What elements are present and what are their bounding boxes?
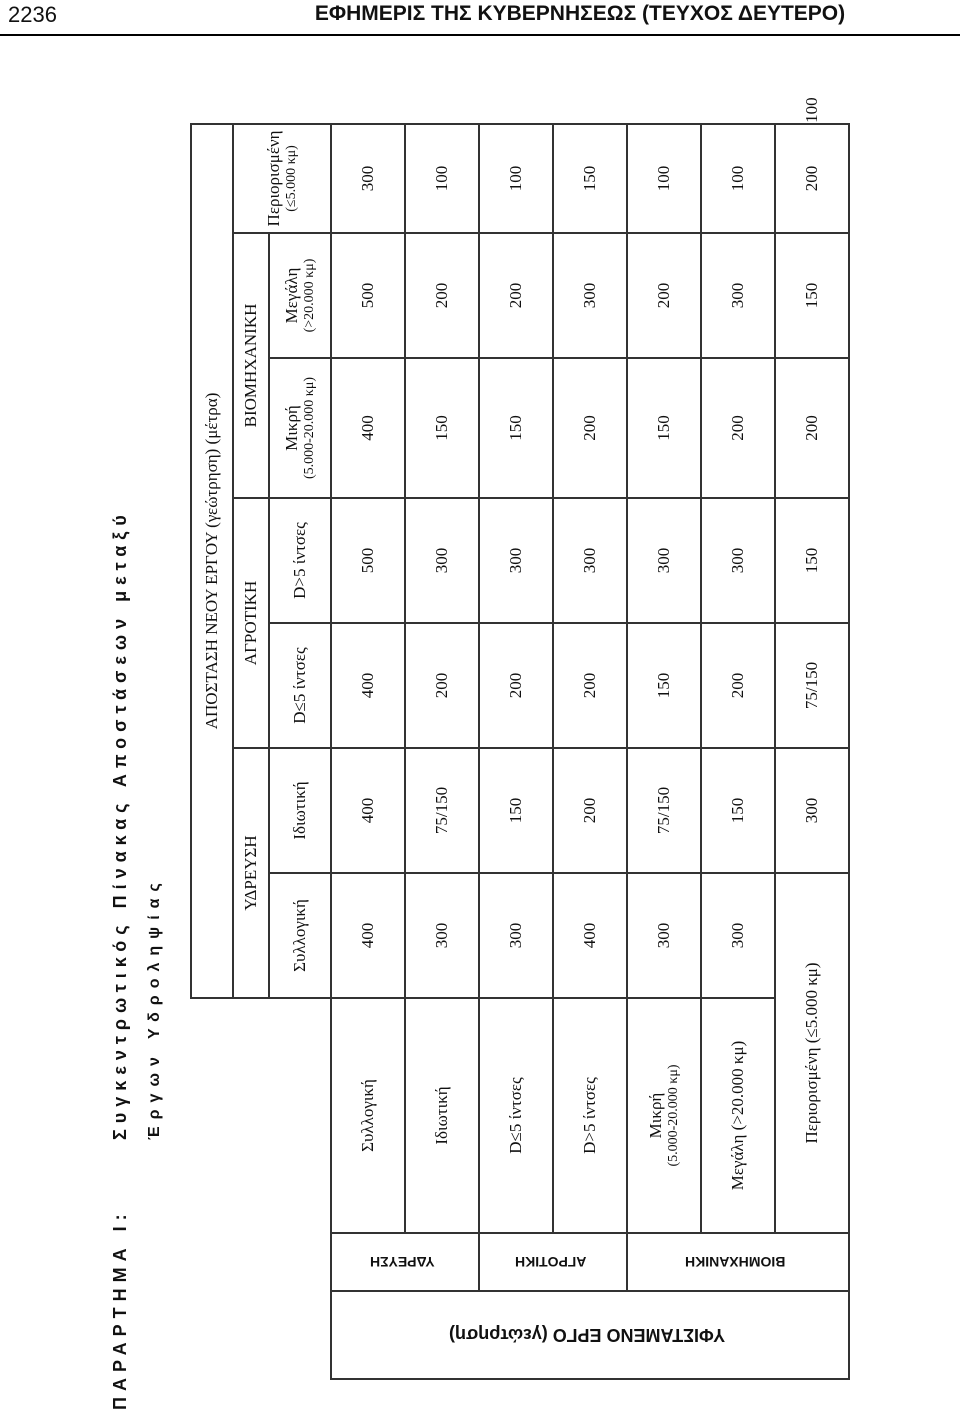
value-cell: 150 bbox=[775, 233, 849, 358]
row-label: D≤5 ίντσες bbox=[479, 998, 553, 1233]
distance-header: ΑΠΟΣΤΑΣΗ ΝΕΟΥ ΕΡΓΟΥ (γεώτρηση) (μέτρα) bbox=[191, 124, 233, 998]
row-label: Μικρή (5.000-20.000 κμ) bbox=[627, 998, 701, 1233]
table-row bbox=[553, 124, 627, 1379]
table-row bbox=[701, 124, 775, 1379]
value-cell: 150 bbox=[553, 124, 627, 233]
page-header bbox=[0, 0, 960, 38]
value-cell: 150 bbox=[479, 358, 553, 498]
value-cell: 200 bbox=[405, 623, 479, 748]
value-cell: 300 bbox=[479, 873, 553, 998]
col-header-line2: (>20.000 κμ) bbox=[302, 258, 317, 333]
value-cell: 300 bbox=[331, 124, 405, 233]
table-row: Περιορισμένη (≤5.000 κμ) 300 75/150 150 200 150 200 100 bbox=[775, 124, 849, 1379]
annex-title-line1 bbox=[110, 509, 131, 1410]
annex-label: ΠΑΡΑΡΤΗΜΑ Ι: bbox=[110, 1208, 130, 1410]
value-cell: 400 bbox=[331, 358, 405, 498]
value-cell: 300 bbox=[405, 498, 479, 623]
row-label: Μεγάλη (>20.000 κμ) bbox=[701, 998, 775, 1233]
col-group-ydreysi: ΥΔΡΕΥΣΗ bbox=[233, 748, 269, 998]
value-cell: 200 bbox=[553, 748, 627, 873]
col-header-line1: D>5 ίντσες bbox=[290, 522, 309, 599]
value-cell: 200 bbox=[405, 233, 479, 358]
value-cell: 75/150 bbox=[405, 748, 479, 873]
header-rule bbox=[0, 34, 960, 36]
value-cell: 300 bbox=[701, 233, 775, 358]
value-cell: 200 bbox=[553, 623, 627, 748]
page-number: 2236 bbox=[8, 2, 57, 27]
annex-title-line2: Έργων Υδροληψίας bbox=[146, 876, 163, 1140]
row-label: Περιορισμένη (≤5.000 κμ) bbox=[775, 873, 849, 1233]
value-cell: 200 bbox=[479, 623, 553, 748]
value-cell: 300 bbox=[553, 498, 627, 623]
value-cell: 75/150 bbox=[775, 623, 849, 748]
col-header-line1: Περιορισμένη bbox=[264, 130, 283, 227]
col-header-line1: Μικρή bbox=[282, 405, 301, 451]
value-cell: 150 bbox=[701, 748, 775, 873]
value-cell: 300 bbox=[405, 873, 479, 998]
col-group-viomichaniki: ΒΙΟΜΗΧΑΝΙΚΗ bbox=[233, 233, 269, 498]
col-header-idiotiki bbox=[269, 748, 331, 873]
value-cell: 200 bbox=[701, 623, 775, 748]
value-cell: 100 bbox=[405, 124, 479, 233]
col-header-line1: Συλλογική bbox=[290, 899, 309, 972]
table-row bbox=[405, 124, 479, 1379]
value-cell: 150 bbox=[405, 358, 479, 498]
col-header-line1: Μεγάλη bbox=[282, 267, 301, 324]
corner-cell bbox=[191, 998, 331, 1379]
value-cell: 400 bbox=[553, 873, 627, 998]
value-cell: 100 bbox=[627, 124, 701, 233]
row-label: Ιδιωτική bbox=[405, 998, 479, 1233]
value-cell: 100 bbox=[701, 124, 775, 233]
value-cell: 400 bbox=[331, 873, 405, 998]
value-cell: 300 bbox=[701, 873, 775, 998]
value-cell: 300 bbox=[701, 498, 775, 623]
row-group-ydreysi: ΥΔΡΕΥΣΗ bbox=[331, 1233, 479, 1291]
rotated-annex bbox=[100, 80, 860, 1420]
row-label: Συλλογική bbox=[331, 998, 405, 1233]
value-cell: 200 bbox=[775, 358, 849, 498]
value-cell: 300 bbox=[627, 873, 701, 998]
col-header-d-gt5 bbox=[269, 498, 331, 623]
table-row bbox=[479, 124, 553, 1379]
col-header-periorismeni bbox=[233, 124, 331, 233]
value-cell: 200 bbox=[479, 233, 553, 358]
col-header-megali bbox=[269, 233, 331, 358]
row-group-viomichaniki: ΒΙΟΜΗΧΑΝΙΚΗ bbox=[627, 1233, 849, 1291]
value-cell: 200 bbox=[627, 233, 701, 358]
col-header-line2: (5.000-20.000 κμ) bbox=[302, 376, 317, 480]
table-row bbox=[331, 124, 405, 1379]
value-cell: 300 bbox=[479, 498, 553, 623]
distance-table bbox=[190, 97, 850, 1380]
table-row bbox=[627, 124, 701, 1379]
col-header-line2: (≤5.000 κμ) bbox=[284, 145, 299, 212]
annex-title-text: Συγκεντρωτικός Πίνακας Αποστάσεων μεταξύ bbox=[110, 509, 130, 1140]
col-header-line1: D≤5 ίντσες bbox=[290, 647, 309, 724]
col-header-d-le5 bbox=[269, 623, 331, 748]
value-cell: 200 bbox=[775, 124, 849, 233]
value-cell: 100 bbox=[479, 124, 553, 233]
value-cell: 300 bbox=[775, 748, 849, 873]
value-cell: 500 bbox=[331, 233, 405, 358]
col-header-line1: Ιδιωτική bbox=[290, 781, 309, 840]
value-cell: 75/150 bbox=[627, 748, 701, 873]
row-label: D>5 ίντσες bbox=[553, 998, 627, 1233]
col-header-syllogiki bbox=[269, 873, 331, 998]
existing-project-label: ΥΦΙΣΤΑΜΕΝΟ ΕΡΓΟ (γεώτρηση) bbox=[331, 1291, 849, 1379]
row-group-agrotiki: ΑΓΡΟΤΙΚΗ bbox=[479, 1233, 627, 1291]
value-cell: 400 bbox=[331, 623, 405, 748]
value-cell: 500 bbox=[331, 498, 405, 623]
value-cell: 150 bbox=[775, 498, 849, 623]
gazette-title: ΕΦΗΜΕΡΙΣ ΤΗΣ ΚΥΒΕΡΝΗΣΕΩΣ (ΤΕΥΧΟΣ ΔΕΥΤΕΡΟ) bbox=[314, 2, 846, 25]
value-cell: 300 bbox=[553, 233, 627, 358]
col-header-mikri bbox=[269, 358, 331, 498]
col-group-agrotiki: ΑΓΡΟΤΙΚΗ bbox=[233, 498, 269, 748]
value-cell: 400 bbox=[331, 748, 405, 873]
value-cell: 150 bbox=[479, 748, 553, 873]
value-cell: 150 bbox=[627, 358, 701, 498]
value-cell: 150 bbox=[627, 623, 701, 748]
value-cell: 200 bbox=[701, 358, 775, 498]
value-cell: 200 bbox=[553, 358, 627, 498]
value-cell: 300 bbox=[627, 498, 701, 623]
